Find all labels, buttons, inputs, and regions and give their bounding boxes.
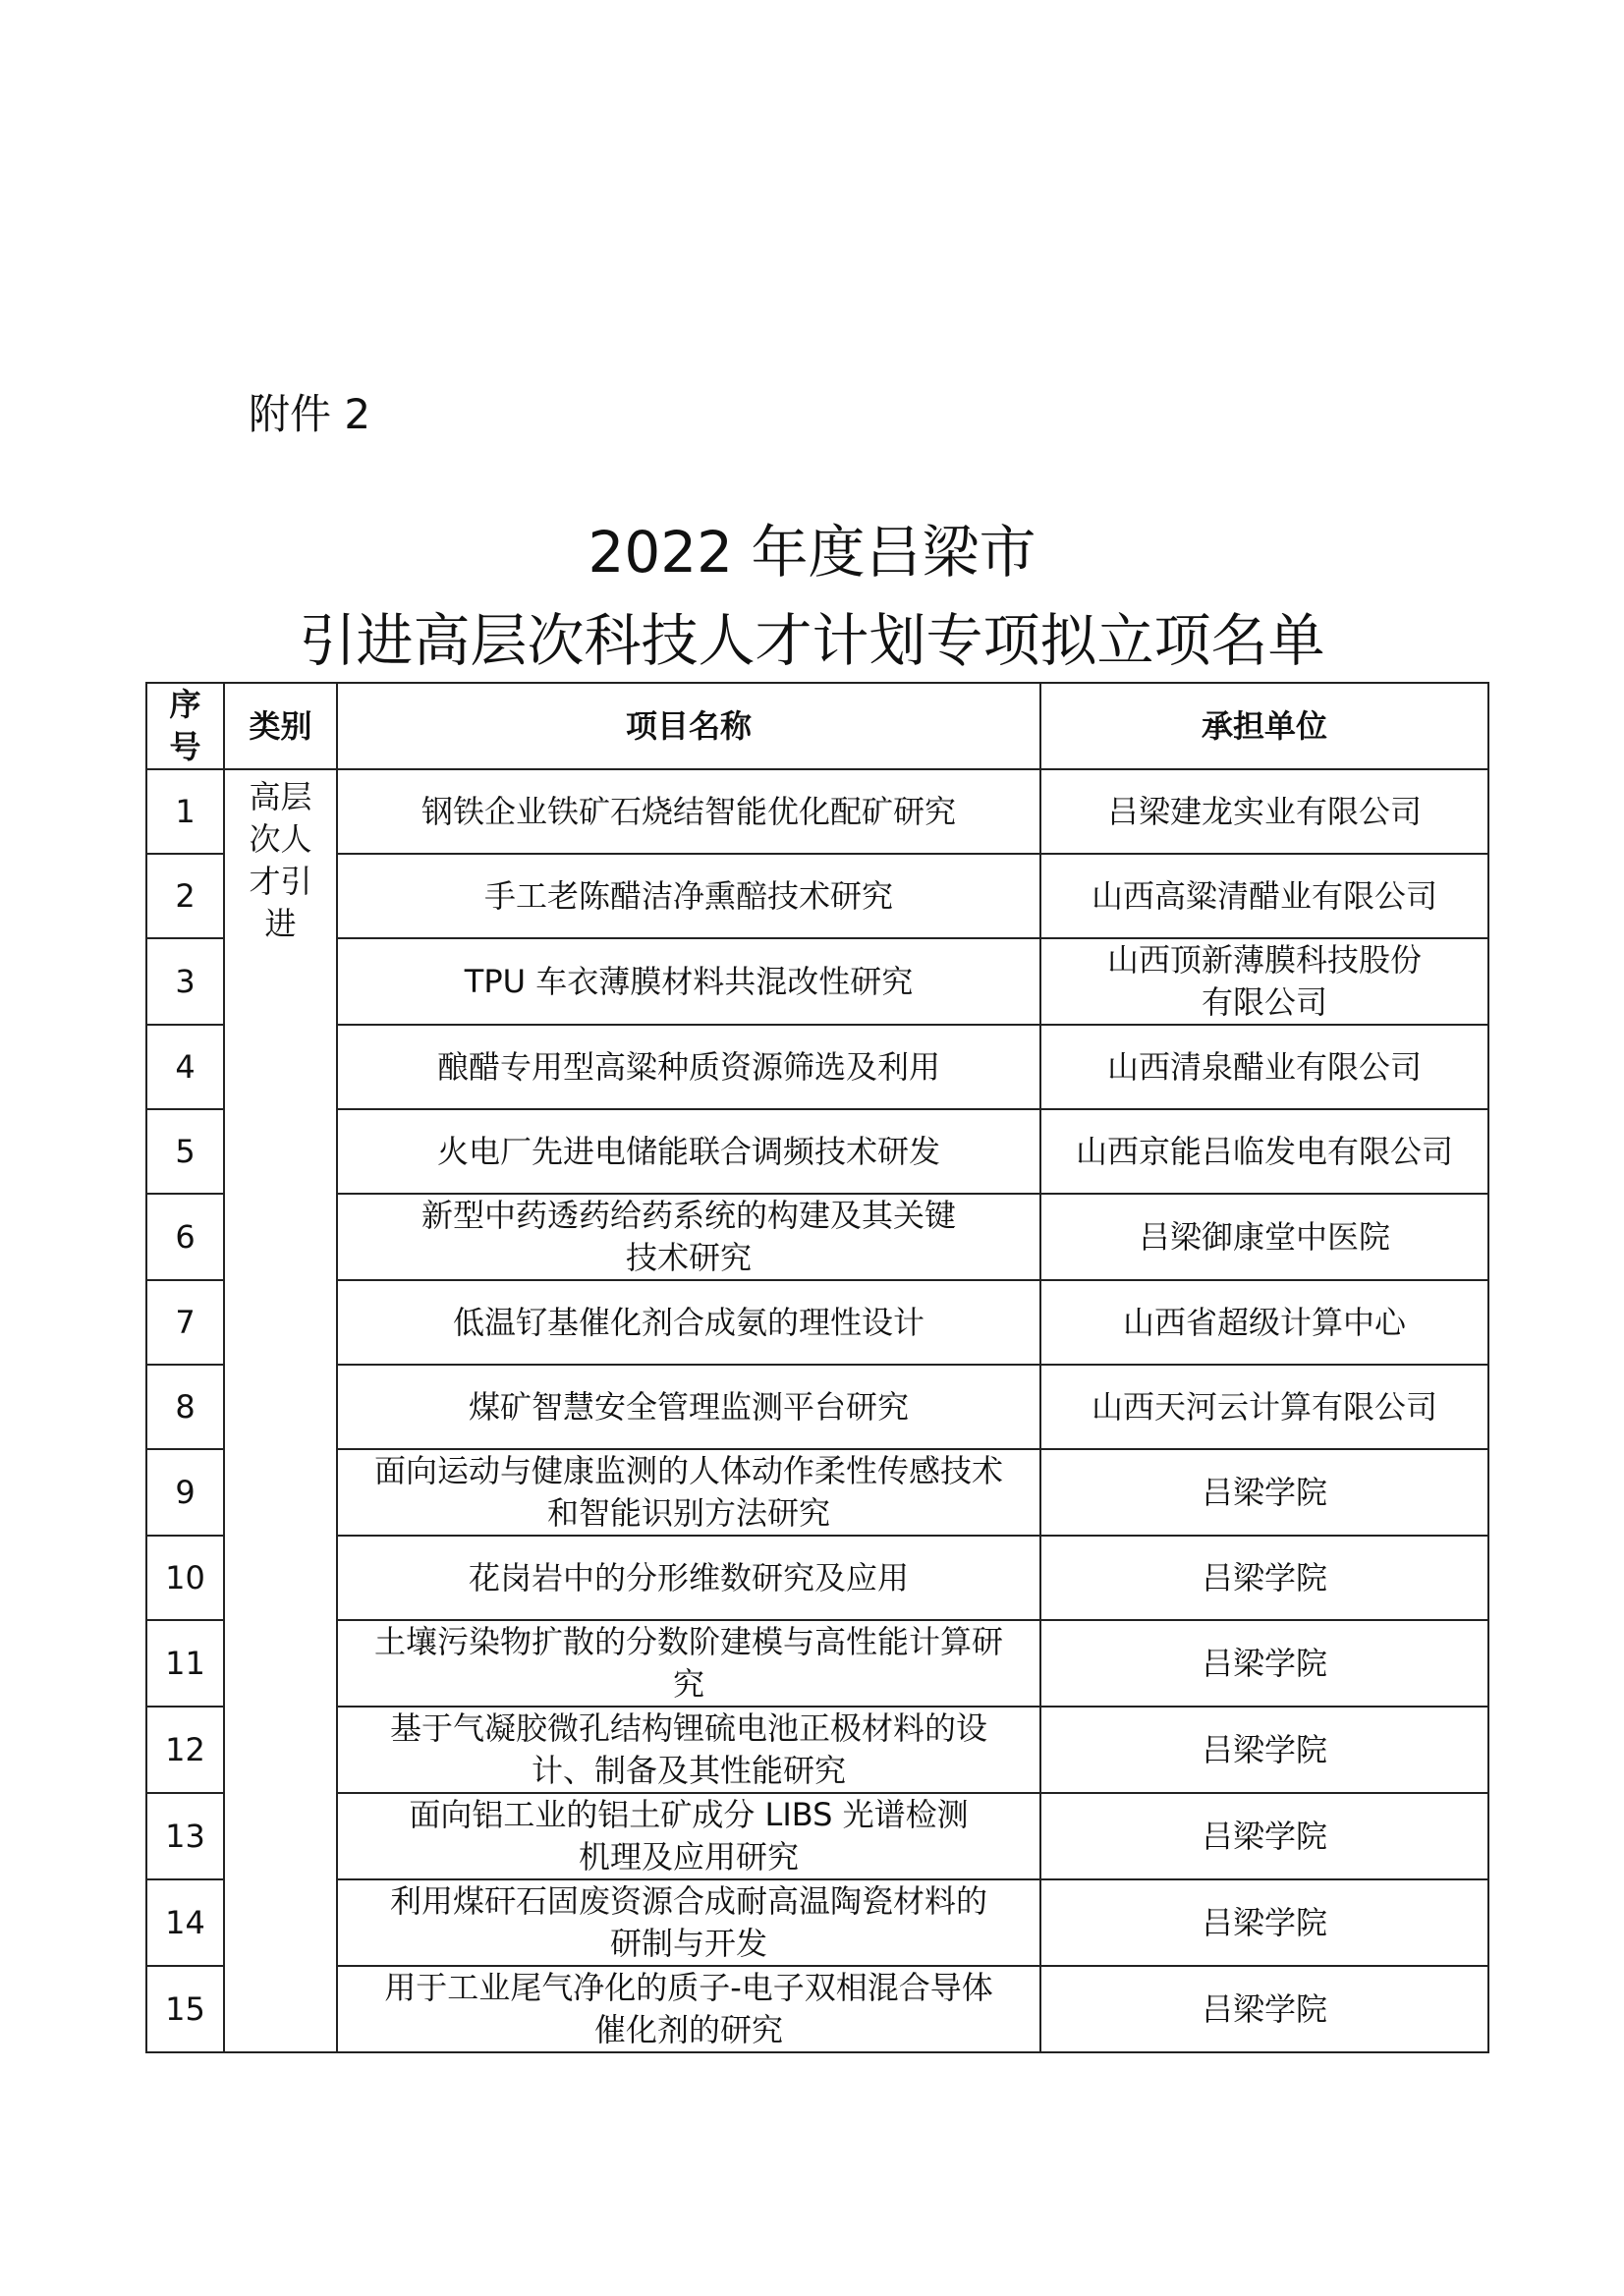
table-row [146, 1793, 1488, 1879]
row-number: 8 [146, 1365, 224, 1449]
table-row [146, 1025, 1488, 1109]
project-name: 酿醋专用型高粱种质资源筛选及利用 [337, 1025, 1040, 1109]
undertaking-unit: 山西高粱清醋业有限公司 [1040, 854, 1488, 938]
table-row [146, 1536, 1488, 1620]
document-title-line-2: 引进高层次科技人才计划专项拟立项名单 [299, 607, 1325, 674]
project-name: 基于气凝胶微孔结构锂硫电池正极材料的设 计、制备及其性能研究 [337, 1707, 1040, 1793]
undertaking-unit: 吕梁学院 [1040, 1536, 1488, 1620]
undertaking-unit: 吕梁学院 [1040, 1707, 1488, 1793]
category-cell: 高层次人才引进 [224, 769, 337, 2052]
attachment-label: 附件 2 [249, 390, 371, 438]
table-row [146, 1966, 1488, 2052]
project-name: 煤矿智慧安全管理监测平台研究 [337, 1365, 1040, 1449]
undertaking-unit: 山西顶新薄膜科技股份 有限公司 [1040, 938, 1488, 1025]
row-number: 9 [146, 1449, 224, 1536]
project-list-table [145, 682, 1489, 2053]
row-number: 14 [146, 1879, 224, 1966]
table-row [146, 1365, 1488, 1449]
row-number: 6 [146, 1194, 224, 1280]
row-number: 10 [146, 1536, 224, 1620]
row-number: 11 [146, 1620, 224, 1707]
table-row [146, 938, 1488, 1025]
row-number: 3 [146, 938, 224, 1025]
project-name: 面向运动与健康监测的人体动作柔性传感技术 和智能识别方法研究 [337, 1449, 1040, 1536]
table-row [146, 1879, 1488, 1966]
row-number: 2 [146, 854, 224, 938]
row-number: 5 [146, 1109, 224, 1194]
undertaking-unit: 山西京能吕临发电有限公司 [1040, 1109, 1488, 1194]
undertaking-unit: 山西省超级计算中心 [1040, 1280, 1488, 1365]
table-row [146, 1109, 1488, 1194]
undertaking-unit: 吕梁学院 [1040, 1879, 1488, 1966]
row-number: 1 [146, 769, 224, 854]
project-name: 花岗岩中的分形维数研究及应用 [337, 1536, 1040, 1620]
project-name: 手工老陈醋洁净熏醅技术研究 [337, 854, 1040, 938]
project-name: 土壤污染物扩散的分数阶建模与高性能计算研 究 [337, 1620, 1040, 1707]
table-row [146, 1707, 1488, 1793]
project-name: 低温钌基催化剂合成氨的理性设计 [337, 1280, 1040, 1365]
undertaking-unit: 吕梁学院 [1040, 1966, 1488, 2052]
project-name: 利用煤矸石固废资源合成耐高温陶瓷材料的 研制与开发 [337, 1879, 1040, 1966]
table-row [146, 1620, 1488, 1707]
project-name: 火电厂先进电储能联合调频技术研发 [337, 1109, 1040, 1194]
column-header-project: 项目名称 [337, 683, 1040, 769]
project-name: TPU 车衣薄膜材料共混改性研究 [337, 938, 1040, 1025]
undertaking-unit: 吕梁御康堂中医院 [1040, 1194, 1488, 1280]
undertaking-unit: 吕梁学院 [1040, 1620, 1488, 1707]
table-row [146, 769, 1488, 854]
undertaking-unit: 吕梁建龙实业有限公司 [1040, 769, 1488, 854]
column-header-unit: 承担单位 [1040, 683, 1488, 769]
undertaking-unit: 山西清泉醋业有限公司 [1040, 1025, 1488, 1109]
undertaking-unit: 山西天河云计算有限公司 [1040, 1365, 1488, 1449]
table-row [146, 1449, 1488, 1536]
row-number: 13 [146, 1793, 224, 1879]
project-name: 新型中药透药给药系统的构建及其关键 技术研究 [337, 1194, 1040, 1280]
project-name: 钢铁企业铁矿石烧结智能优化配矿研究 [337, 769, 1040, 854]
undertaking-unit: 吕梁学院 [1040, 1793, 1488, 1879]
row-number: 15 [146, 1966, 224, 2052]
project-name: 面向铝工业的铝土矿成分 LIBS 光谱检测 机理及应用研究 [337, 1793, 1040, 1879]
column-header-category: 类别 [224, 683, 337, 769]
table-row [146, 1194, 1488, 1280]
table-row [146, 1280, 1488, 1365]
row-number: 7 [146, 1280, 224, 1365]
undertaking-unit: 吕梁学院 [1040, 1449, 1488, 1536]
column-header-no: 序号 [146, 683, 224, 769]
row-number: 4 [146, 1025, 224, 1109]
table-body [146, 769, 1488, 2052]
row-number: 12 [146, 1707, 224, 1793]
document-title-line-1: 2022 年度吕梁市 [588, 519, 1036, 586]
table-header-row [146, 683, 1488, 769]
project-name: 用于工业尾气净化的质子-电子双相混合导体 催化剂的研究 [337, 1966, 1040, 2052]
table-row [146, 854, 1488, 938]
